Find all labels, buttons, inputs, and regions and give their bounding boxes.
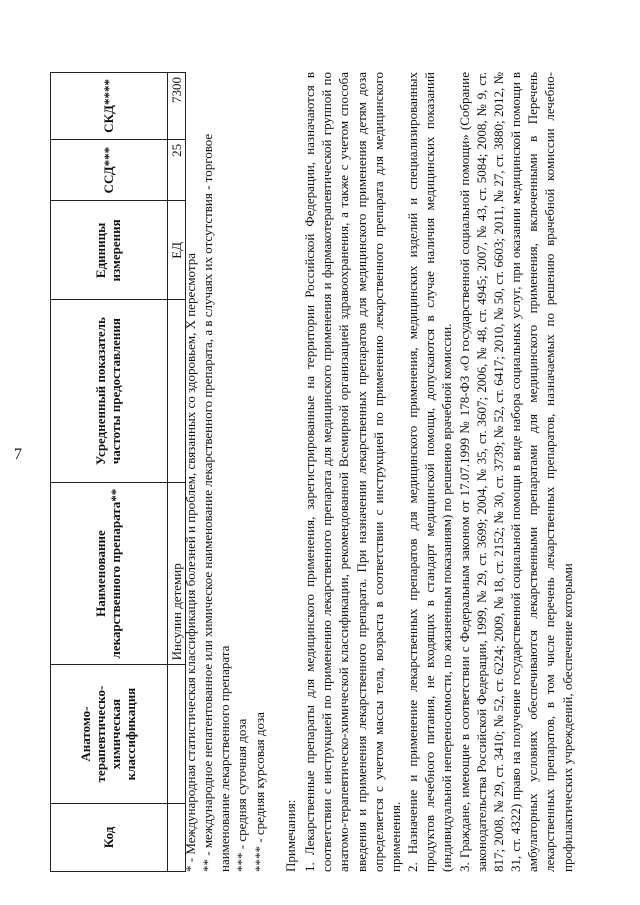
header-units: Единицы измерения — [51, 201, 168, 300]
footnote-inn: ** - международное непатентованное или химическое наименование лекарственного препарата, а в случаях их отсутствия - торговое наименование лекарственного препарата — [200, 133, 233, 872]
table-header-row — [51, 73, 168, 872]
header-ssd: ССД*** — [51, 139, 168, 201]
header-drug-name: Наименование лекарственного препарата** — [51, 482, 168, 664]
cell-drug-name: Инсулин детемир — [168, 482, 186, 664]
header-skd: СКД**** — [51, 73, 168, 140]
header-atc: Анатомо-терапевтическо-химическая классификация — [51, 665, 168, 804]
cell-skd: 7300 — [168, 73, 186, 140]
remark-3: 3. Граждане, имеющие в соответствии с Федеральным законом от 17.07.1999 № 178-ФЗ «О государственной социальной помощи» (Собрание законодательства Российской Федерации, 1999, № 29, ст. 3699; 2004, № 35, ст. 3607; 2006, № 48, ст. 4945; 2007, № 43, ст. 5084; 2008, № 9, ст. 817; 2008, № 29, ст. 3410; № 52, ст. 6224; 2009, № 18, ст. 2152; № 30, ст. 3739; № 52, ст. 6417; 2010, № 50, ст. 6603; 2011, № 27, ст. 3880; 2012, № 31, ст. 4322) право на получение государственной социальной помощи в виде набора социальных услуг, при оказании медицинской помощи в амбулаторных условиях обеспечиваются лекарственными препаратами для медицинского применения, включенными в Перечень лекарственных препаратов, в том числе перечень лекарственных препаратов, назначаемых по решению врачебной комиссии лечебно-профилактических учреждений, обеспечение которыми — [456, 72, 575, 872]
drug-standard-table — [50, 72, 186, 872]
footnote-icd: * - Международная статистическая классификация болезней и проблем, связанных со здоровьем, X пересмотра — [183, 253, 198, 872]
remarks — [282, 72, 576, 872]
footnote-skd: **** - средняя курсовая доза — [251, 712, 267, 872]
cell-ssd: 25 — [168, 139, 186, 201]
remarks-heading: Примечания: — [283, 799, 298, 872]
remark-1: 1. Лекарственные препараты для медицинского применения, зарегистрированные на территории Российской Федерации, назначаются в соответствии с инструкцией по применению лекарственного препарата для медицинского применения и фармакотерапевтической группой по анатомо-терапевтическо-химической классификации, рекомендованной Всемирной организацией здравоохранения, а также с учетом способа введения и применения лекарственного препарата. При назначении лекарственных препаратов для медицинского применения детям доза определяется с учетом массы тела, возраста в соответствии с инструкцией по применению лекарственного препарата для медицинского применения. — [302, 72, 403, 872]
footnote-ssd: *** - средняя суточная доза — [234, 718, 250, 872]
header-frequency: Усредненный показатель частоты предоставления — [51, 300, 168, 482]
footnotes — [182, 72, 268, 872]
cell-units: ЕД — [168, 201, 186, 300]
remark-2: 2. Назначение и применение лекарственных препаратов для медицинского применения, медицинских изделий и специализированных продуктов лечебного питания, не входящих в стандарт медицинской помощи, допускаются в случае наличия медицинских показаний (индивидуальной непереносимости, по жизненным показаниям) по решению врачебной комиссии. — [405, 72, 455, 872]
rotated-content — [22, 62, 622, 872]
header-code: Код — [51, 803, 168, 871]
page-number: 7 — [14, 446, 22, 463]
